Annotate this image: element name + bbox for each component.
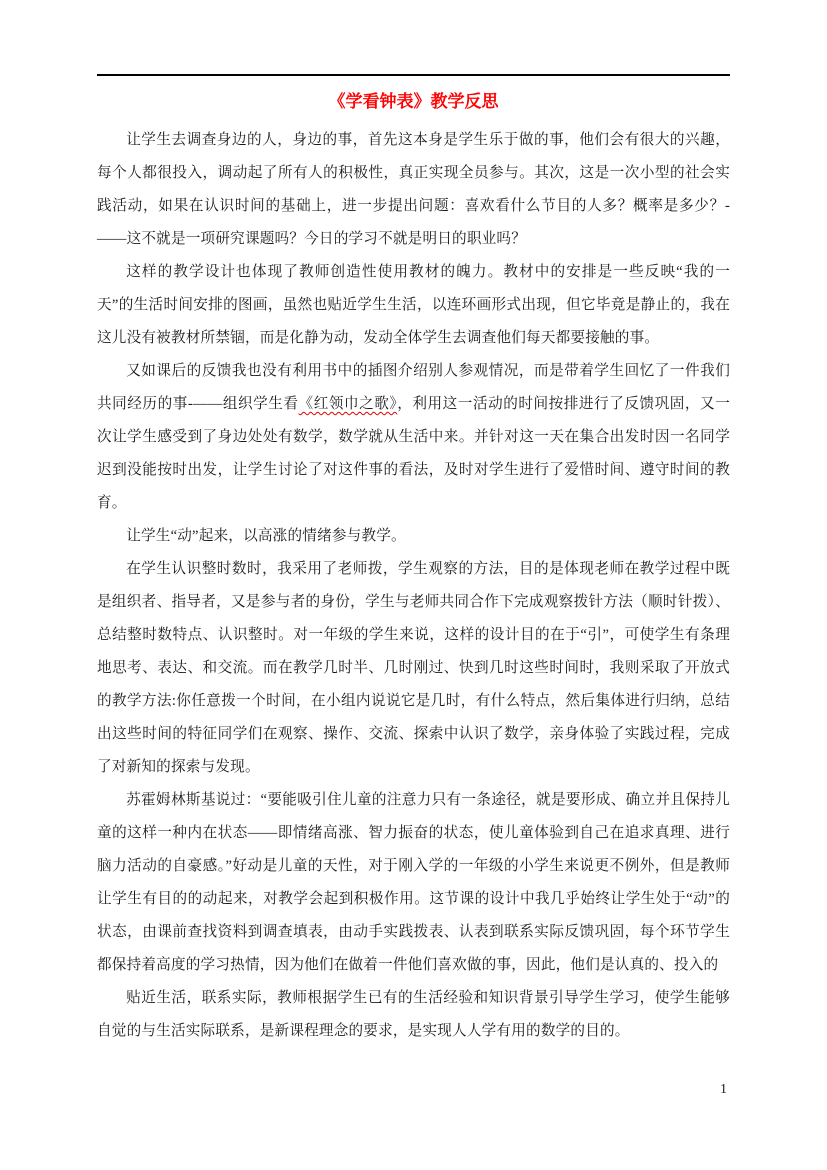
paragraph-3-post: ，利用这一活动的时间按排进行了反馈巩固，又一次让学生感受到了身边处处有数学，数学就从生活中来。并针对这一天在集合出发时因一名同学迟到没能按时出发，让学生讨论了对这件事的看法，及时对学生进行了爱惜时间、遵守时间的教育。 bbox=[97, 396, 730, 511]
spellcheck-underlined-text: 《红领巾之歌》 bbox=[298, 396, 398, 412]
paragraph-3 bbox=[97, 355, 730, 520]
header-rule bbox=[97, 74, 730, 76]
document-body bbox=[97, 124, 730, 1048]
page-number: 1 bbox=[720, 1082, 727, 1097]
paragraph-5: 在学生认识整时数时，我采用了老师拨，学生观察的方法，目的是体现老师在教学过程中既是组织者、指导者，又是参与者的身份，学生与老师共同合作下完成观察拨针方法（顺时针拨）、总结整时数特点、认识整时。对一年级的学生来说，这样的设计目的在于“引”，可使学生有条理地思考、表达、和交流。而在教学几时半、几时刚过、快到几时这些时间时，我则采取了开放式的教学方法:你任意拨一个时间，在小组内说说它是几时，有什么特点，然后集体进行归纳，总结出这些时间的特征同学们在观察、操作、交流、探索中认识了数学，亲身体验了实践过程，完成了对新知的探索与发现。 bbox=[97, 561, 730, 775]
paragraph-2: 这样的教学设计也体现了教师创造性使用教材的魄力。教材中的安排是一些反映“我的一天”的生活时间安排的图画，虽然也贴近学生生活，以连环画形式出现，但它毕竟是静止的，我在这儿没有被教材所禁锢，而是化静为动，发动全体学生去调查他们每天都要接触的事。 bbox=[97, 264, 730, 346]
paragraph-6: 苏霍姆林斯基说过：“要能吸引住儿童的注意力只有一条途径，就是要形成、确立并且保持儿童的这样一种内在状态——即情绪高涨、智力振奋的状态，使儿童体验到自己在追求真理、进行脑力活动的自豪感。”好动是儿童的天性，对于刚入学的一年级的小学生来说更不例外，但是教师让学生有目的的动起来，对教学会起到积极作用。这节课的设计中我几乎始终让学生处于“动”的状态，由课前查找资料到调查填表，由动手实践拨表、认表到联系实际反馈巩固，每个环节学生都保持着高度的学习热情，因为他们在做着一件他们喜欢做的事，因此，他们是认真的、投入的 bbox=[97, 792, 730, 973]
paragraph-4: 让学生“动”起来，以高涨的情绪参与教学。 bbox=[126, 528, 406, 544]
document-title: 《学看钟表》教学反思 bbox=[328, 92, 499, 111]
paragraph-1: 让学生去调查身边的人，身边的事，首先这本身是学生乐于做的事，他们会有很大的兴趣，每个人都很投入，调动起了所有人的积极性，真正实现全员参与。其次，这是一次小型的社会实践活动，如果在认识时间的基础上，进一步提出问题：喜欢看什么节目的人多？概率是多少？-——这不就是一项研究课题吗？今日的学习不就是明日的职业吗？ bbox=[97, 132, 730, 247]
document-content bbox=[97, 0, 730, 1048]
paragraph-7: 贴近生活，联系实际，教师根据学生已有的生活经验和知识背景引导学生学习，使学生能够自觉的与生活实际联系，是新课程理念的要求，是实现人人学有用的数学的目的。 bbox=[97, 990, 730, 1039]
paragraph-3-pre: 又如课后的反馈我也没有利用书中的插图介绍别人参观情况，而是带着学生回忆了一件我们共同经历的事-——组织学生看 bbox=[97, 363, 730, 412]
